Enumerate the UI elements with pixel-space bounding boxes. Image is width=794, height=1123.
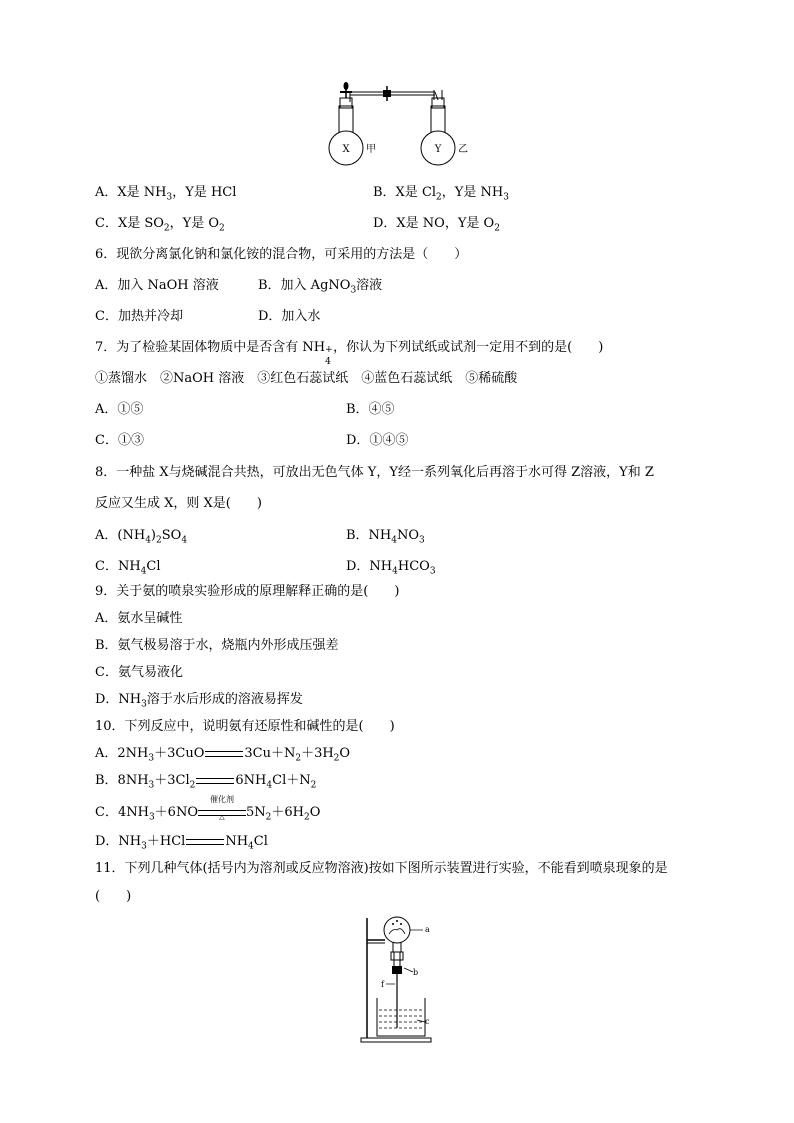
q6-option-c[interactable]: C．加热并冷却 bbox=[95, 309, 183, 324]
q9-option-b[interactable]: B．氨气极易溶于水，烧瓶内外形成压强差 bbox=[95, 638, 339, 653]
q6-stem: 6．现欲分离氯化钠和氯化铵的混合物，可采用的方法是（ ） bbox=[95, 247, 468, 262]
q7-option-b[interactable]: B．④⑤ bbox=[346, 402, 395, 417]
q9-stem: 9．关于氨的喷泉实验形成的原理解释正确的是( ) bbox=[95, 584, 400, 599]
q10-stem: 10．下列反应中，说明氨有还原性和碱性的是( ) bbox=[95, 719, 395, 734]
flask-y-label: Y bbox=[434, 144, 442, 155]
label-f: f bbox=[381, 980, 384, 989]
label-c: c bbox=[425, 1017, 430, 1026]
q6-option-d[interactable]: D．加入水 bbox=[258, 309, 321, 324]
label-b: b bbox=[413, 968, 419, 977]
q7-option-a[interactable]: A．①⑤ bbox=[95, 402, 144, 417]
fountain-apparatus bbox=[355, 910, 455, 1048]
q8-stem-line1: 8．一种盐 X与烧碱混合共热，可放出无色气体 Y，Y经一系列氧化后再溶于水可得 Z溶液，Y和 Z bbox=[95, 465, 654, 480]
q7-option-d[interactable]: D．①④⑤ bbox=[346, 433, 409, 448]
q10-option-b[interactable]: B．$8NH_3+3Cl_2$ $6NH_4Cl+N_2$ bbox=[95, 773, 317, 791]
q8-stem-line2: 反应又生成 X，则 X是( ) bbox=[95, 496, 262, 511]
flask-jia-label: 甲 bbox=[366, 144, 376, 155]
q8-option-d[interactable]: D．$NH_4HCO_3$ bbox=[346, 559, 436, 577]
q11-stem-line2: ( ) bbox=[95, 889, 132, 904]
q5-option-b[interactable]: B．X是 $Cl_2$，Y是 $NH_3$ bbox=[373, 185, 509, 203]
q6-option-a[interactable]: A．加入 NaOH 溶液 bbox=[95, 278, 219, 293]
label-a: a bbox=[425, 925, 430, 934]
q5-option-c[interactable]: C．X是 $SO_2$，Y是 $O_2$ bbox=[95, 216, 225, 234]
catalyst-label: 催化剂 bbox=[209, 795, 234, 804]
q9-option-d[interactable]: D．$NH_3$溶于水后形成的溶液易挥发 bbox=[95, 692, 303, 710]
q7-option-c[interactable]: C．①③ bbox=[95, 433, 144, 448]
q5-option-a[interactable]: A．X是 $NH_3$，Y是 HCl bbox=[95, 185, 237, 203]
q8-option-a[interactable]: A．$(NH_4)_2SO_4$ bbox=[95, 528, 188, 546]
q7-stem: 7．为了检验某固体物质中是否含有 NH + 4 ，你认为下列试纸或试剂一定用不到的是( ) bbox=[95, 340, 604, 367]
two-flask-apparatus bbox=[320, 80, 480, 170]
flask-x-label: X bbox=[342, 144, 350, 155]
q5-option-d[interactable]: D．X是 NO，Y是 $O_2$ bbox=[373, 216, 500, 234]
flask-yi-label: 乙 bbox=[458, 144, 468, 155]
q8-option-b[interactable]: B．$NH_4NO_3$ bbox=[346, 528, 425, 546]
q9-option-a[interactable]: A．氨水呈碱性 bbox=[95, 611, 183, 626]
q6-option-b[interactable]: B．加入 AgNO$_3$溶液 bbox=[258, 278, 383, 296]
q9-option-c[interactable]: C．氨气易液化 bbox=[95, 665, 183, 680]
q10-option-c[interactable]: C．$4NH_3+6NO$ 催化剂 △ $5N_2+6H_2O$ bbox=[95, 795, 321, 823]
q11-stem-line1: 11．下列几种气体(括号内为溶剂或反应物溶液)按如下图所示装置进行实验，不能看到喷泉现象的是 bbox=[95, 861, 668, 876]
q10-option-d[interactable]: D．$NH_3+HCl$ $NH_4Cl$ bbox=[95, 834, 268, 852]
heat-symbol: △ bbox=[219, 813, 225, 821]
q7-items: ①蒸馏水 ②NaOH 溶液 ③红色石蕊试纸 ④蓝色石蕊试纸 ⑤稀硫酸 bbox=[95, 371, 518, 386]
q8-option-c[interactable]: C．$NH_4Cl$ bbox=[95, 559, 161, 577]
q10-option-a[interactable]: A．$2NH_3+3CuO$ $3Cu+N_2+3H_2O$ bbox=[95, 746, 351, 764]
